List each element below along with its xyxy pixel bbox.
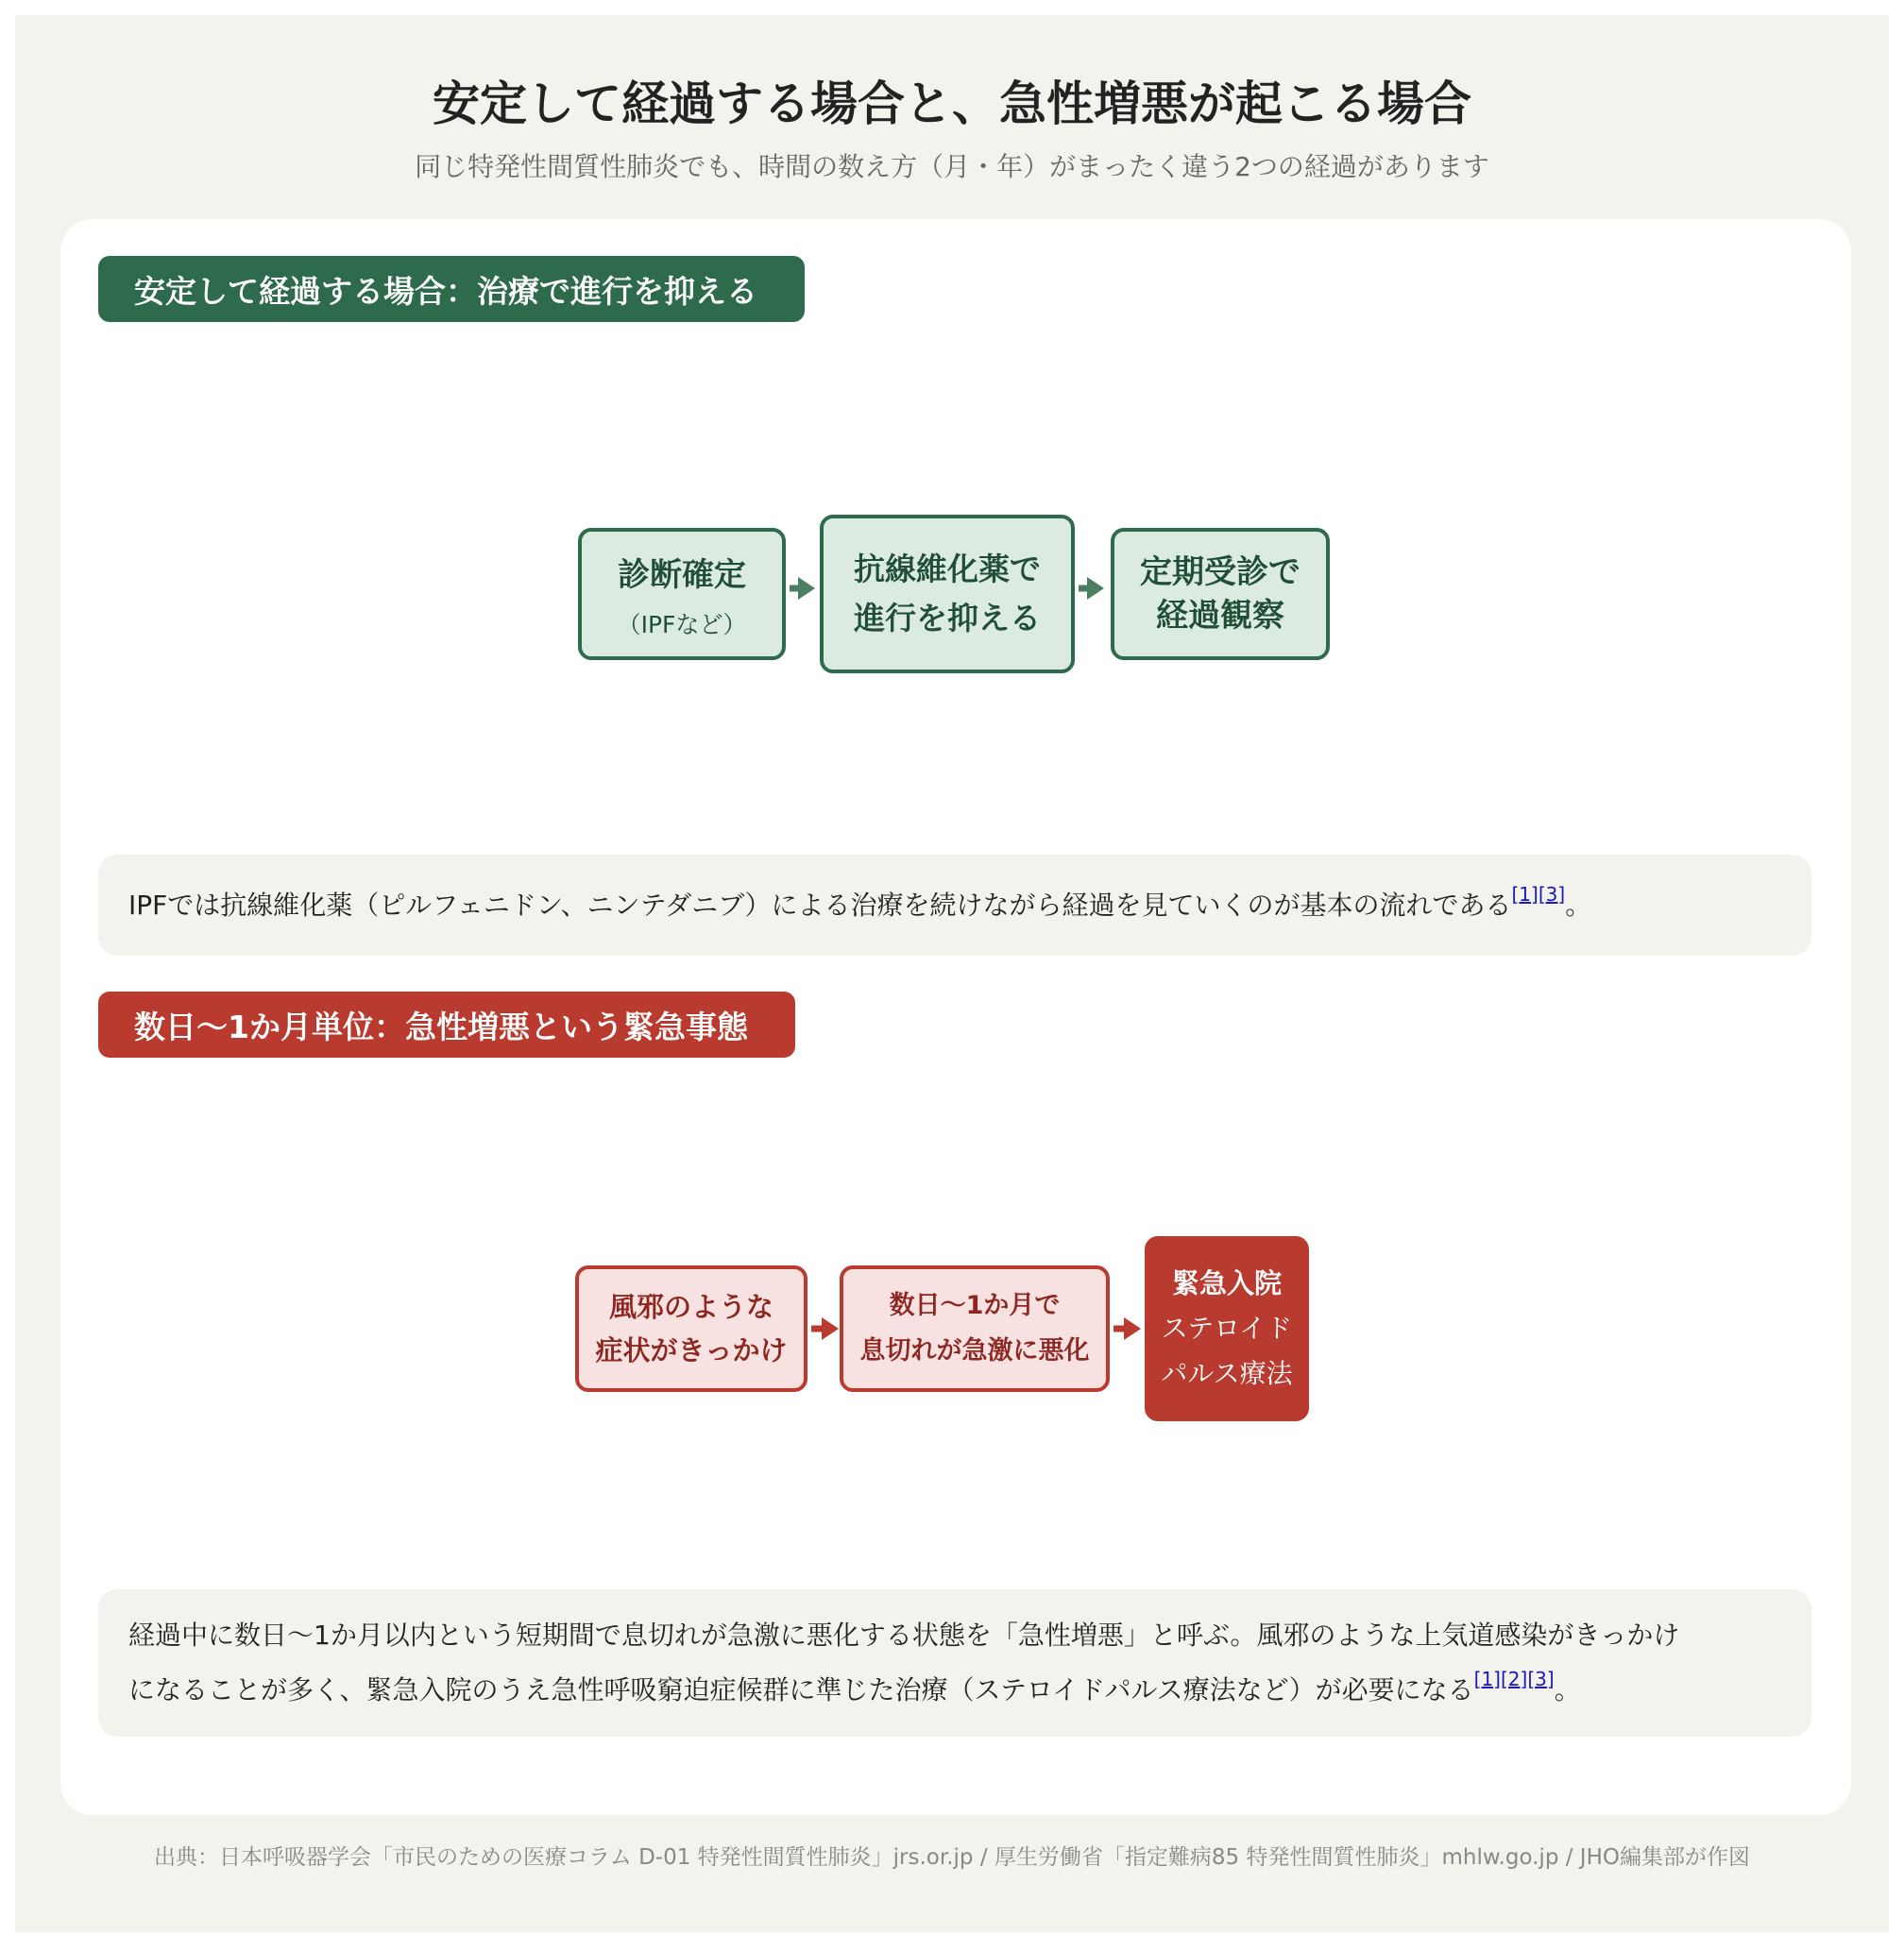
flow-box-followup-line2: 経過観察 (1156, 597, 1284, 635)
acute-note-line1: 経過中に数日〜1か月以内という短期間で息切れが急激に悪化する状態を「急性増悪」と呼ぶ。風邪のような上気道感染がきっかけ (128, 1620, 1680, 1651)
flow-box-diagnosis-title: 診断確定 (618, 555, 746, 594)
ref-link-1[interactable]: [1] (1511, 882, 1538, 906)
flow-box-rapid-line1: 数日〜1か月で (889, 1291, 1061, 1320)
arrow-right-icon (822, 1317, 839, 1340)
flow-box-followup-line1: 定期受診で (1140, 553, 1300, 591)
flow-box-antifibrotic-line2: 進行を抑える (854, 600, 1041, 636)
flow-box-cold-line2: 症状がきっかけ (595, 1334, 788, 1366)
acute-note-end: 。 (1554, 1674, 1581, 1705)
flow-box-emergency-line2: ステロイド (1161, 1313, 1293, 1344)
ref-link-3[interactable]: [3] (1527, 1668, 1555, 1690)
acute-note-line2: になることが多く、緊急入院のうえ急性呼吸窮迫症候群に準じた治療（ステロイドパルス療法など）が必要になる (128, 1674, 1474, 1705)
arrow-right-icon (798, 577, 815, 600)
flow-box-antifibrotic-line1: 抗線維化薬で (854, 551, 1041, 587)
flow-box-diagnosis-sub: （IPFなど） (617, 610, 747, 638)
flow-box-emergency-line1: 緊急入院 (1171, 1267, 1282, 1299)
flow-box-emergency-line3: パルス療法 (1161, 1358, 1293, 1389)
stable-note-text: IPFでは抗線維化薬（ピルフェニドン、ニンテダニブ）による治療を続けながら経過を見ていくのが基本の流れである (128, 889, 1512, 921)
ref-link-1[interactable]: [1] (1473, 1668, 1501, 1690)
stable-note-end: 。 (1565, 889, 1592, 921)
arrow-right-icon (1124, 1317, 1141, 1340)
flow-box-cold-line1: 風邪のような (608, 1291, 774, 1323)
stable-section-tag: 安定して経過する場合：治療で進行を抑える (98, 256, 805, 322)
source-citation: 出典：日本呼吸器学会「市民のための医療コラム D-01 特発性間質性肺炎」jrs.or.jp / 厚生労働省「指定難病85 特発性間質性肺炎」mhlw.go.jp / JHO編集部が作図 (154, 1845, 1750, 1870)
flow-box-rapid-line2: 息切れが急激に悪化 (859, 1336, 1090, 1366)
page-subtitle: 同じ特発性間質性肺炎でも、時間の数え方（月・年）がまったく違う2つの経過があります (415, 151, 1489, 182)
ref-link-3[interactable]: [3] (1538, 882, 1566, 906)
ref-link-2[interactable]: [2] (1501, 1668, 1528, 1690)
page-title: 安定して経過する場合と、急性増悪が起こる場合 (433, 76, 1471, 131)
arrow-right-icon (1087, 577, 1104, 600)
acute-section-tag: 数日〜1か月単位：急性増悪という緊急事態 (98, 992, 795, 1058)
